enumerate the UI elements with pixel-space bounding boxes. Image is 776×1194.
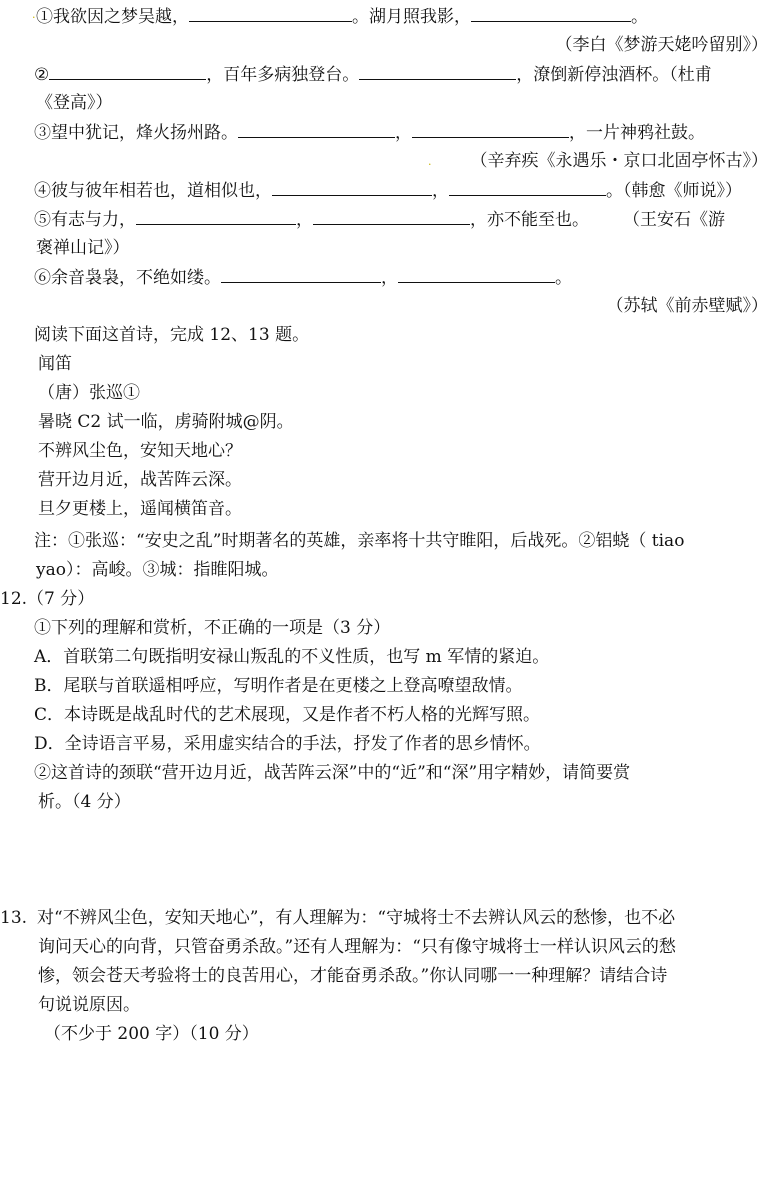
text: ③望中犹记，烽火扬州路。 [34,123,238,143]
fill-blank-1 [36,4,648,29]
poem-title: 闻笛 [38,354,72,374]
poem-author: （唐）张巡① [38,383,140,403]
source-line: （李白《梦游天姥吟留别》） [555,35,768,55]
text: ⑥余音袅袅，不绝如缕。 [34,268,221,288]
q13-line: 惨，领会苍天考验将士的良苦用心，才能奋勇杀敌。”你认同哪一一种理解？请结合诗 [38,966,668,986]
text: ② [34,65,50,85]
answer-blank[interactable] [449,178,606,196]
q12-sub1: ①下列的理解和赏析，不正确的一项是（3 分） [34,618,391,638]
answer-blank[interactable] [136,207,296,225]
answer-blank[interactable] [238,120,395,138]
option-c: C．本诗既是战乱时代的艺术展现，又是作者不朽人格的光辉写照。 [34,705,541,725]
source-line: （苏轼《前赤壁赋》） [606,296,768,316]
fill-blank-3 [34,120,705,145]
answer-blank[interactable] [412,120,569,138]
source-line: （辛弃疾《永遇乐・京口北固亭怀古》） [470,151,768,171]
question-number: 12. [0,589,28,609]
reading-intro: 阅读下面这首诗，完成 12、13 题。 [34,325,310,345]
text: ①我欲因之梦吴越， [36,7,189,27]
answer-blank[interactable] [49,62,206,80]
q13-line: 句说说原因。 [38,995,140,1015]
text: 。（韩愈《师说》） [606,181,742,201]
poem-line: 不辨风尘色，安知天地心？ [38,441,242,461]
fill-blank-2 [34,62,712,87]
answer-blank[interactable] [471,4,631,22]
answer-blank[interactable] [359,62,516,80]
answer-blank[interactable] [221,265,381,283]
text: 对“不辨风尘色，安知天地心”，有人理解为：“守城将士不去辨认风云的愁惨，也不必 [37,908,676,928]
poem-note: yao）：高峻。③城：指睢阳城。 [36,560,279,580]
q12-sub2: ②这首诗的颈联“营开边月近，战苦阵云深”中的“近”和“深”用字精妙，请简要赏 [34,763,631,783]
text: ， [381,268,398,288]
q13-line [0,906,675,930]
fill-blank-6 [34,265,572,290]
text: ④彼与彼年相若也，道相似也， [34,181,272,201]
poem-line: 暑晓 C2 试一临，虏骑附城@阴。 [38,412,294,432]
poem-note: 注：①张巡：“安史之乱”时期著名的英雄，亲率将十共守睢阳，后战死。②铝蛲（ tiao [34,531,685,551]
text: ，潦倒新停浊酒杯。（杜甫 [516,65,712,85]
fill-blank-4 [34,178,742,203]
q13-requirement: （不少于 200 字）（10 分） [44,1024,259,1044]
mark-dot: . [32,8,36,21]
text: ⑤有志与力， [34,210,136,230]
option-a: A．首联第二句既指明安禄山叛乱的不义性质，也写 m 军情的紧迫。 [34,647,550,667]
text: 。 [631,7,648,27]
answer-blank[interactable] [272,178,432,196]
poem-line: 旦夕更楼上，遥闻横笛音。 [38,499,242,519]
text: ， [296,210,313,230]
answer-blank[interactable] [189,4,352,22]
text: ，亦不能至也。 [470,210,589,230]
text: （王安石《游 [623,210,725,230]
q12-sub2: 析。（4 分） [38,792,131,812]
q12-heading [0,587,94,611]
poem-line: 营开边月近，战苦阵云深。 [38,470,242,490]
text: ，一片神鸦社鼓。 [569,123,705,143]
text: ， [395,123,412,143]
source-line: 褒禅山记》） [36,238,130,258]
option-d: D．全诗语言平易，采用虚实结合的手法，抒发了作者的思乡情怀。 [34,734,541,754]
fill-blank-5 [34,207,725,232]
mark-dot: . [428,155,432,168]
source-line: 《登高》） [36,93,113,113]
text: ， [432,181,449,201]
question-score: （7 分） [27,589,95,609]
option-b: B．尾联与首联遥相呼应，写明作者是在更楼之上登高嘹望敌情。 [34,676,523,696]
text: ，百年多病独登台。 [206,65,360,85]
answer-blank[interactable] [398,265,555,283]
text: 。湖月照我影， [352,7,471,27]
q13-line: 询问天心的向背，只管奋勇杀敌。”还有人理解为：“只有像守城将士一样认识风云的愁 [38,937,676,957]
answer-blank[interactable] [313,207,470,225]
text: 。 [555,268,572,288]
question-number: 13. [0,908,28,928]
